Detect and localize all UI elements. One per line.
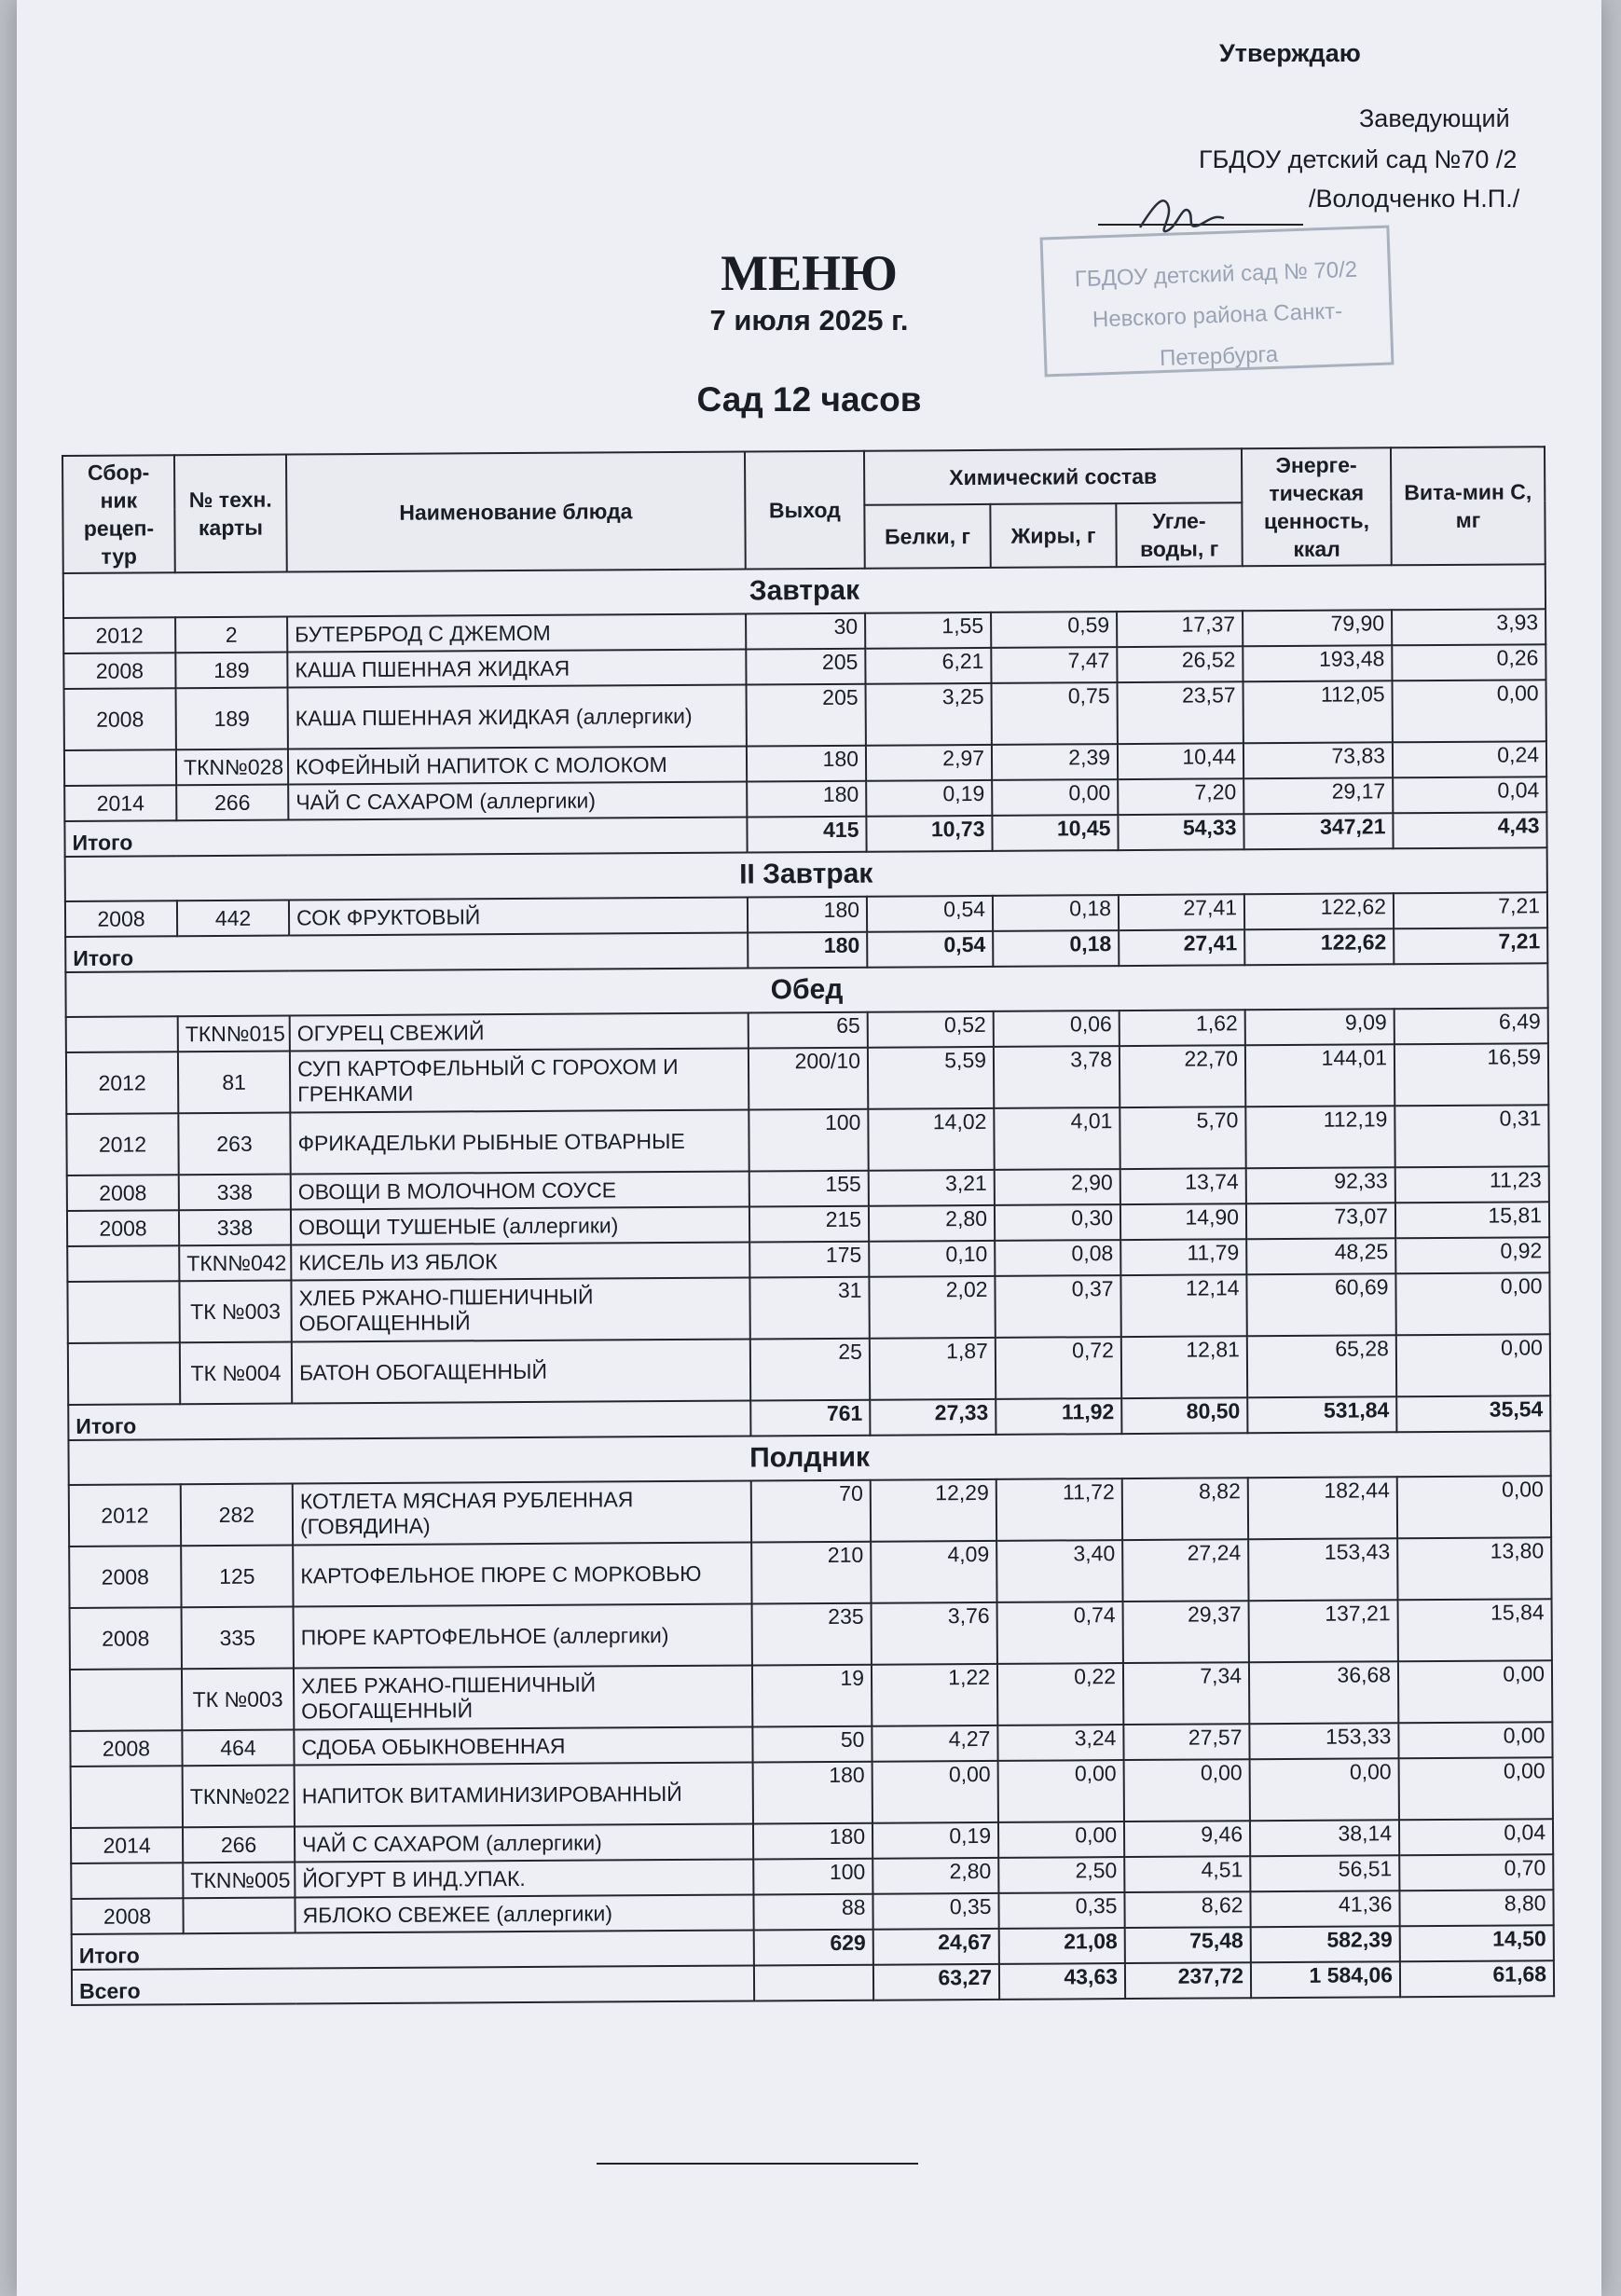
energy-cell: 65,28 [1247,1335,1396,1397]
table-row [66,1043,1548,1114]
col-header-name: Наименование блюда [286,452,746,572]
fat-cell: 0,37 [995,1275,1120,1338]
protein-cell: 3,76 [872,1602,997,1665]
vitamin-cell: 0,00 [1398,1722,1552,1758]
tech-card-cell: ТКN№028 [176,749,288,786]
total-protein: 24,67 [873,1929,999,1965]
energy-cell: 48,25 [1246,1238,1395,1274]
tech-card-cell: 338 [179,1175,291,1211]
recipe-collection-cell [70,1669,182,1731]
total-output: 415 [747,817,866,853]
carb-cell: 8,82 [1122,1478,1248,1540]
menu-date: 7 июля 2025 г. [709,304,909,337]
protein-cell: 0,54 [867,896,993,932]
protein-cell: 0,10 [869,1241,995,1277]
total-output: 180 [748,932,867,969]
energy-cell: 56,51 [1250,1855,1399,1891]
dish-name-cell: КАША ПШЕННАЯ ЖИДКАЯ (аллергики) [288,685,747,749]
vitamin-cell: 0,00 [1398,1660,1552,1723]
vitamin-cell: 0,00 [1395,1272,1549,1335]
table-row [66,1105,1548,1175]
table-row [70,1660,1552,1731]
dish-name-cell: ПЮРЕ КАРТОФЕЛЬНОЕ (аллергики) [294,1603,752,1668]
total-energy: 531,84 [1247,1396,1396,1433]
protein-cell: 2,80 [872,1858,998,1894]
protein-cell: 4,27 [872,1725,997,1762]
carb-cell: 0,00 [1124,1759,1250,1822]
dish-name-cell: ЧАЙ С САХАРОМ (аллергики) [295,1823,753,1862]
tech-card-cell: 282 [181,1484,293,1547]
fat-cell: 0,74 [997,1602,1123,1664]
recipe-collection-cell: 2008 [67,1210,179,1246]
carb-cell: 26,52 [1117,646,1243,682]
menu-table [62,446,1555,2006]
total-energy: 347,21 [1243,813,1393,849]
menu-table-body [63,564,1554,2005]
vitamin-cell: 0,24 [1393,741,1546,777]
recipe-collection-cell [71,1863,183,1899]
protein-cell: 3,25 [866,683,992,746]
carb-cell: 23,57 [1118,681,1243,744]
grand-total-fat: 43,63 [999,1963,1125,2000]
fat-cell: 0,30 [995,1204,1120,1241]
recipe-collection-cell [71,1766,183,1828]
carb-cell: 12,81 [1121,1336,1247,1398]
protein-cell: 1,55 [865,612,991,649]
grand-total-carb: 237,72 [1125,1962,1251,1999]
fat-cell: 4,01 [994,1107,1120,1170]
carb-cell: 5,70 [1120,1107,1245,1169]
organization-stamp [1039,226,1394,378]
carb-cell: 29,37 [1123,1601,1249,1663]
carb-cell: 27,41 [1119,894,1244,930]
dish-name-cell: КАША ПШЕННАЯ ЖИДКАЯ [287,650,746,688]
fat-cell: 0,06 [994,1011,1120,1047]
energy-cell: 122,62 [1244,893,1394,929]
dish-name-cell: КОФЕЙНЫЙ НАПИТОК С МОЛОКОМ [288,747,747,785]
section-title: II Завтрак [65,847,1547,901]
carb-cell: 11,79 [1120,1239,1246,1275]
tech-card-cell: ТК №003 [179,1281,291,1343]
recipe-collection-cell: 2012 [66,1052,178,1114]
vitamin-cell: 11,23 [1395,1166,1549,1203]
approver-name: /Володченко Н.П./ [1309,185,1520,213]
vitamin-cell: 3,93 [1392,609,1545,645]
bottom-signature-line [597,2163,918,2165]
dish-name-cell: ХЛЕБ РЖАНО-ПШЕНИЧНЫЙ ОБОГАЩЕННЫЙ [294,1665,752,1729]
table-row [64,680,1546,750]
protein-cell: 5,59 [868,1047,994,1109]
tech-card-cell: 338 [179,1210,291,1246]
vitamin-cell: 6,49 [1394,1008,1548,1044]
total-fat: 21,08 [999,1928,1125,1964]
tech-card-cell: 266 [176,785,288,821]
output-cell: 100 [749,1109,868,1172]
dish-name-cell: ХЛЕБ РЖАНО-ПШЕНИЧНЫЙ ОБОГАЩЕННЫЙ [291,1278,749,1342]
recipe-collection-cell: 2012 [69,1484,181,1547]
page-title: МЕНЮ [721,245,898,301]
carb-cell: 13,74 [1120,1168,1246,1204]
col-header-tk: № техн. карты [174,455,287,573]
dish-name-cell: ЙОГУРТ В ИНД.УПАК. [295,1859,753,1897]
fat-cell: 7,47 [991,647,1117,683]
total-output: 761 [750,1400,870,1437]
dish-name-cell: БАТОН ОБОГАЩЕННЫЙ [292,1340,750,1404]
recipe-collection-cell: 2014 [71,1827,183,1863]
grand-total-vitamin: 61,68 [1400,1960,1554,1997]
carb-cell: 27,24 [1122,1539,1248,1602]
fat-cell: 0,22 [997,1663,1123,1725]
output-cell: 50 [752,1726,872,1763]
protein-cell: 1,87 [870,1338,996,1400]
dish-name-cell: ФРИКАДЕЛЬКИ РЫБНЫЕ ОТВАРНЫЕ [290,1110,749,1175]
grand-total-label: Всего [72,1965,754,2004]
carb-cell: 4,51 [1124,1856,1250,1892]
col-header-carb: Угле-воды, г [1116,502,1242,567]
output-cell: 19 [752,1665,872,1727]
carb-cell: 14,90 [1120,1203,1246,1240]
fat-cell: 0,59 [991,612,1117,648]
vitamin-cell: 16,59 [1394,1043,1548,1106]
protein-cell: 3,21 [869,1170,995,1206]
total-energy: 122,62 [1244,928,1394,965]
carb-cell: 8,62 [1124,1891,1250,1928]
energy-cell: 153,33 [1249,1723,1398,1759]
fat-cell: 2,90 [995,1169,1120,1205]
fat-cell: 3,40 [996,1540,1122,1602]
table-row [69,1476,1551,1547]
protein-cell: 12,29 [871,1479,996,1542]
carb-cell: 10,44 [1118,743,1243,779]
total-label: Итого [64,818,747,857]
tech-card-cell: ТК №003 [182,1669,294,1731]
output-cell: 180 [753,1762,872,1824]
dish-name-cell: КОТЛЕТА МЯСНАЯ РУБЛЕННАЯ (ГОВЯДИНА) [293,1481,751,1546]
protein-cell: 14,02 [868,1108,994,1171]
carb-cell: 1,62 [1120,1010,1245,1046]
recipe-collection-cell [67,1245,179,1282]
col-header-sbornik: Сбор-ник рецеп-тур [62,455,175,573]
total-carb: 75,48 [1125,1927,1251,1963]
recipe-collection-cell: 2014 [64,785,176,821]
dish-name-cell: ЯБЛОКО СВЕЖЕЕ (аллергики) [295,1894,753,1932]
tech-card-cell: ТКN№015 [178,1016,290,1052]
section-title: Обед [65,963,1547,1017]
protein-cell: 0,00 [872,1761,998,1823]
vitamin-cell: 15,81 [1395,1202,1549,1238]
grand-total-protein: 63,27 [873,1964,999,2000]
output-cell: 180 [748,897,867,933]
grand-total-output [754,1965,873,2001]
fat-cell: 3,78 [994,1046,1120,1108]
recipe-collection-cell: 2012 [63,617,175,653]
tech-card-cell: ТКN№022 [183,1766,295,1828]
output-cell: 180 [747,746,866,782]
recipe-collection-cell [67,1281,179,1343]
energy-cell: 60,69 [1246,1273,1395,1336]
vitamin-cell: 0,04 [1399,1819,1553,1855]
total-label: Итого [72,1930,754,1969]
recipe-collection-cell: 2008 [64,688,176,750]
total-label: Итого [68,1401,750,1440]
col-header-fat: Жиры, г [990,503,1116,568]
vitamin-cell: 15,84 [1398,1599,1552,1661]
vitamin-cell: 0,92 [1395,1237,1549,1273]
carb-cell: 7,34 [1123,1662,1249,1725]
section-title: Полдник [68,1431,1550,1485]
approver-organization: ГБДОУ детский сад №70 /2 [1199,145,1518,173]
total-protein: 27,33 [870,1399,996,1436]
recipe-collection-cell [64,749,176,786]
fat-cell: 0,00 [998,1760,1124,1822]
dish-name-cell: ОВОЩИ ТУШЕНЫЕ (аллергики) [291,1207,749,1245]
fat-cell: 0,72 [996,1337,1121,1399]
output-cell: 180 [753,1823,872,1860]
output-cell: 205 [747,684,866,747]
tech-card-cell: ТКN№042 [179,1245,291,1282]
menu-subtitle: Сад 12 часов [696,380,922,419]
output-cell: 215 [749,1206,869,1243]
document-page [17,0,1601,2296]
output-cell: 210 [751,1542,871,1604]
dish-name-cell: ОГУРЕЦ СВЕЖИЙ [290,1013,749,1052]
output-cell: 25 [750,1339,870,1401]
protein-cell: 2,80 [869,1205,995,1242]
output-cell: 88 [753,1894,872,1931]
energy-cell: 73,07 [1246,1203,1395,1239]
fat-cell: 2,50 [998,1857,1124,1893]
total-fat: 11,92 [996,1398,1121,1435]
recipe-collection-cell: 2008 [69,1546,181,1608]
total-label: Итого [65,933,748,972]
output-cell: 200/10 [749,1048,868,1110]
total-fat: 0,18 [993,930,1119,967]
tech-card-cell: 335 [182,1607,294,1670]
dish-name-cell: СДОБА ОБЫКНОВЕННАЯ [294,1726,752,1765]
recipe-collection-cell [66,1016,178,1052]
energy-cell: 144,01 [1245,1044,1394,1107]
output-cell: 180 [747,781,866,818]
energy-cell: 182,44 [1248,1477,1397,1539]
total-fat: 10,45 [992,815,1118,851]
fat-cell: 0,08 [995,1240,1120,1276]
dish-name-cell: ОВОЩИ В МОЛОЧНОМ СОУСЕ [291,1172,749,1210]
fat-cell: 2,39 [992,744,1118,780]
total-vitamin: 35,54 [1396,1395,1550,1432]
vitamin-cell: 13,80 [1397,1537,1551,1600]
protein-cell: 2,02 [869,1276,995,1339]
energy-cell: 79,90 [1243,610,1392,646]
table-row [70,1599,1552,1670]
dish-name-cell: БУТЕРБРОД С ДЖЕМОМ [287,614,746,653]
fat-cell: 3,24 [997,1725,1123,1761]
total-carb: 27,41 [1119,929,1244,966]
col-header-protein: Белки, г [864,504,990,569]
energy-cell: 36,68 [1249,1661,1398,1724]
protein-cell: 0,19 [872,1822,998,1859]
recipe-collection-cell: 2008 [65,901,177,937]
output-cell: 100 [753,1859,872,1895]
col-header-energy: Энерге-тическая ценность, ккал [1242,447,1392,566]
grand-total-energy: 1 584,06 [1251,1961,1400,1998]
energy-cell: 112,05 [1243,681,1393,743]
energy-cell: 38,14 [1250,1820,1399,1856]
vitamin-cell: 7,21 [1394,892,1547,928]
tech-card-cell: 2 [175,617,287,653]
approver-position: Заведующий [1359,104,1510,132]
vitamin-cell: 0,00 [1396,1334,1550,1396]
dish-name-cell: ЧАЙ С САХАРОМ (аллергики) [288,782,747,820]
output-cell: 235 [752,1603,872,1666]
fat-cell: 0,18 [993,895,1119,931]
menu-table-container [62,446,1553,2006]
fat-cell: 0,35 [998,1892,1124,1929]
table-row [71,1757,1553,1828]
vitamin-cell: 0,00 [1399,1757,1553,1820]
tech-card-cell: 189 [176,688,288,750]
vitamin-cell: 0,00 [1397,1476,1551,1538]
col-header-output: Выход [745,451,865,570]
energy-cell: 73,83 [1243,742,1393,778]
approve-heading: Утверждаю [1219,39,1361,67]
protein-cell: 0,35 [872,1893,998,1930]
fat-cell: 0,00 [998,1822,1124,1858]
vitamin-cell: 0,26 [1392,644,1545,681]
protein-cell: 4,09 [871,1541,996,1603]
tech-card-cell: 189 [175,653,287,689]
energy-cell: 29,17 [1243,777,1393,814]
recipe-collection-cell [68,1342,180,1405]
total-carb: 80,50 [1121,1397,1247,1434]
output-cell: 175 [749,1242,869,1278]
vitamin-cell: 0,31 [1394,1105,1548,1167]
protein-cell: 2,97 [866,745,992,781]
vitamin-cell: 0,04 [1393,777,1546,813]
vitamin-cell: 8,80 [1399,1890,1553,1926]
carb-cell: 17,37 [1117,611,1243,647]
energy-cell: 153,43 [1248,1538,1397,1601]
tech-card-cell: 263 [178,1113,290,1175]
carb-cell: 22,70 [1120,1045,1245,1107]
protein-cell: 0,52 [868,1011,994,1048]
total-vitamin: 7,21 [1394,928,1547,964]
fat-cell: 11,72 [996,1478,1122,1541]
stamp-line-1: ГБДОУ детский сад № 70/2 [1074,256,1358,293]
section-title: Завтрак [63,564,1545,618]
output-cell: 155 [749,1171,869,1207]
protein-cell: 0,19 [866,780,992,817]
total-vitamin: 14,50 [1400,1925,1554,1961]
dish-name-cell: СОК ФРУКТОВЫЙ [289,898,748,936]
dish-name-cell: НАПИТОК ВИТАМИНИЗИРОВАННЫЙ [295,1762,753,1826]
recipe-collection-cell: 2008 [63,653,175,689]
energy-cell: 0,00 [1250,1758,1399,1821]
fat-cell: 0,75 [992,682,1118,745]
recipe-collection-cell: 2012 [66,1113,178,1175]
table-row [69,1537,1551,1608]
fat-cell: 0,00 [992,779,1118,816]
tech-card-cell: 266 [183,1827,295,1863]
total-output: 629 [754,1930,873,1966]
col-header-chemical: Химический состав [864,448,1242,504]
vitamin-cell: 0,00 [1393,680,1546,742]
carb-cell: 12,14 [1120,1274,1246,1337]
dish-name-cell: КИСЕЛЬ ИЗ ЯБЛОК [291,1243,749,1281]
tech-card-cell: 81 [178,1052,290,1114]
tech-card-cell: ТКN№005 [183,1862,295,1898]
table-row [68,1334,1550,1405]
dish-name-cell: СУП КАРТОФЕЛЬНЫЙ С ГОРОХОМ И ГРЕНКАМИ [290,1049,749,1113]
table-row [67,1272,1549,1343]
energy-cell: 41,36 [1250,1890,1399,1927]
output-cell: 31 [749,1277,869,1340]
carb-cell: 27,57 [1123,1724,1249,1760]
tech-card-cell: 464 [182,1730,294,1767]
output-cell: 205 [746,649,865,685]
energy-cell: 193,48 [1243,645,1392,681]
energy-cell: 112,19 [1245,1106,1394,1168]
vitamin-cell: 0,70 [1399,1854,1553,1890]
tech-card-cell: ТК №004 [180,1342,292,1405]
carb-cell: 7,20 [1118,778,1243,815]
stamp-line-2: Невского района Санкт-Петербурга [1092,298,1343,372]
total-protein: 10,73 [866,816,992,852]
recipe-collection-cell: 2008 [70,1607,182,1670]
recipe-collection-cell: 2008 [67,1175,179,1211]
output-cell: 70 [751,1480,871,1543]
protein-cell: 6,21 [865,648,991,684]
energy-cell: 92,33 [1246,1167,1395,1203]
tech-card-cell [183,1897,295,1933]
energy-cell: 137,21 [1249,1600,1398,1662]
tech-card-cell: 125 [181,1546,293,1608]
carb-cell: 9,46 [1124,1821,1250,1857]
recipe-collection-cell: 2008 [70,1730,182,1767]
output-cell: 30 [746,613,865,650]
total-carb: 54,33 [1118,814,1243,850]
output-cell: 65 [749,1012,868,1049]
recipe-collection-cell: 2008 [71,1898,183,1934]
total-protein: 0,54 [867,931,993,968]
protein-cell: 1,22 [872,1664,997,1726]
col-header-vitamin: Вита-мин С, мг [1391,447,1545,565]
dish-name-cell: КАРТОФЕЛЬНОЕ ПЮРЕ С МОРКОВЬЮ [293,1543,751,1607]
total-energy: 582,39 [1251,1926,1400,1962]
energy-cell: 9,09 [1245,1009,1394,1045]
total-vitamin: 4,43 [1393,812,1546,848]
tech-card-cell: 442 [177,901,289,937]
